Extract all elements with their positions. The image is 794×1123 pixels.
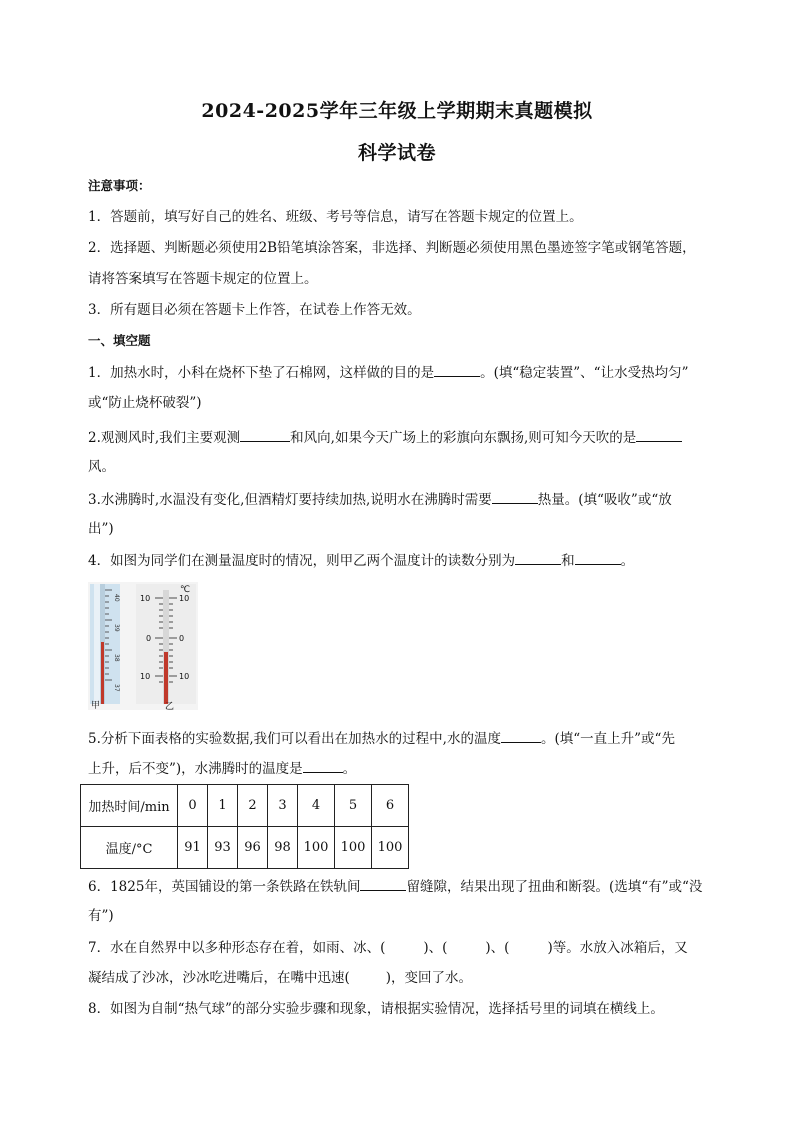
question-text: )等。水放入冰箱后，又 <box>547 940 688 956</box>
table-header-cell: 温度/°C <box>81 827 178 869</box>
yi-tick-label: 10 <box>140 672 151 681</box>
table-cell: 100 <box>335 827 372 869</box>
yi-tick-label: 0 <box>179 634 185 643</box>
table-cell: 5 <box>335 785 372 827</box>
question-text: 7．水在自然界中以多种形态存在着，如雨、冰、( <box>88 940 386 956</box>
jia-tick-label: 37 <box>113 684 120 692</box>
question-text: 1．加热水时，小科在烧杯下垫了石棉网，这样做的目的是 <box>88 365 435 381</box>
jia-liquid-column <box>101 642 104 704</box>
yi-tick-label: 10 <box>140 594 151 603</box>
table-cell: 0 <box>178 785 208 827</box>
question-text: 凝结成了沙冰，沙冰吃进嘴后，在嘴中迅速( <box>88 970 350 986</box>
table-cell: 91 <box>178 827 208 869</box>
question-text: )，变回了水。 <box>385 970 473 986</box>
answer-blank[interactable] <box>240 427 290 442</box>
answer-blank[interactable] <box>434 362 480 377</box>
question-7-cont <box>88 968 472 988</box>
answer-blank[interactable] <box>360 876 406 891</box>
question-8: 8．如图为自制“热气球”的部分实验步骤和现象，请根据实验情况，选择括号里的词填在横线上。 <box>88 1001 664 1017</box>
question-3 <box>88 489 672 510</box>
question-text: 。(填“一直上升”或“先 <box>540 731 675 747</box>
question-5-cont <box>88 758 356 779</box>
question-text: 。 <box>620 553 635 569</box>
question-text: 和 <box>561 553 575 569</box>
question-text: 5.分析下面表格的实验数据,我们可以看出在加热水的过程中,水的温度 <box>88 731 501 747</box>
note-item: 1．答题前，填写好自己的姓名、班级、考号等信息，请写在答题卡规定的位置上。 <box>88 209 583 225</box>
data-table <box>80 784 409 869</box>
yi-label: 乙 <box>165 702 175 710</box>
note-item: 请将答案填写在答题卡规定的位置上。 <box>88 271 318 287</box>
note-item: 2．选择题、判断题必须使用2B铅笔填涂答案，非选择、判断题必须使用黑色墨迹签字笔或钢笔答题， <box>88 240 696 256</box>
jia-tick-label: 39 <box>113 624 120 632</box>
thermometer-yi <box>136 584 196 704</box>
question-text: 3.水沸腾时,水温没有变化,但酒精灯要持续加热,说明水在沸腾时需要 <box>88 492 492 508</box>
question-text: 留缝隙，结果出现了扭曲和断裂。(选填“有”或“没 <box>406 879 703 895</box>
table-cell: 6 <box>372 785 409 827</box>
question-2 <box>88 427 682 448</box>
table-header-cell: 加热时间/min <box>81 785 178 827</box>
table-cell: 93 <box>208 827 238 869</box>
page-title: 2024-2025学年三年级上学期期末真题模拟 <box>201 100 593 122</box>
question-text: )、( <box>485 940 510 956</box>
question-2-cont: 风。 <box>88 459 115 475</box>
yi-unit-label: ℃ <box>180 585 191 595</box>
question-3-cont: 出”) <box>88 521 114 537</box>
question-1-cont: 或“防止烧杯破裂”) <box>88 395 202 411</box>
yi-liquid-column <box>164 652 168 704</box>
answer-blank[interactable] <box>515 550 561 565</box>
question-text: 和风向,如果今天广场上的彩旗向东飘扬,则可知今天吹的是 <box>290 430 637 446</box>
note-item: 3．所有题目必须在答题卡上作答，在试卷上作答无效。 <box>88 302 421 318</box>
question-text: 上升，后不变”)，水沸腾时的温度是 <box>88 761 303 777</box>
table-cell: 1 <box>208 785 238 827</box>
question-6-cont: 有”) <box>88 908 114 924</box>
question-text: 。 <box>342 761 357 777</box>
table-cell: 100 <box>298 827 335 869</box>
answer-blank[interactable] <box>575 550 621 565</box>
answer-blank[interactable] <box>636 427 682 442</box>
yi-tick-label: 10 <box>179 594 190 603</box>
jia-label: 甲 <box>91 701 101 710</box>
table-cell: 98 <box>268 827 298 869</box>
question-4 <box>88 550 634 571</box>
question-text: 热量。(填“吸收”或“放 <box>537 492 672 508</box>
question-text: 4．如图为同学们在测量温度时的情况，则甲乙两个温度计的读数分别为 <box>88 553 516 569</box>
question-6 <box>88 876 702 897</box>
yi-tick-label: 0 <box>146 634 152 643</box>
section-heading: 一、填空题 <box>88 333 151 348</box>
question-text: 6．1825年，英国铺设的第一条铁路在铁轨间 <box>88 879 361 895</box>
question-text: )、( <box>423 940 448 956</box>
question-7 <box>88 938 688 958</box>
table-row <box>81 827 409 869</box>
question-text: 2.观测风时,我们主要观测 <box>88 430 241 446</box>
table-row <box>81 785 409 827</box>
question-1 <box>88 362 688 383</box>
thermometer-figure <box>88 582 198 710</box>
question-5 <box>88 728 675 749</box>
answer-blank[interactable] <box>303 758 343 773</box>
yi-tick-label: 10 <box>179 672 190 681</box>
answer-blank[interactable] <box>492 489 538 504</box>
jia-tick-label: 38 <box>113 654 120 662</box>
jia-tick-label: 40 <box>113 594 120 602</box>
thermometer-jia <box>90 584 120 704</box>
table-cell: 4 <box>298 785 335 827</box>
answer-blank[interactable] <box>501 728 541 743</box>
notes-heading: 注意事项： <box>88 178 151 193</box>
table-cell: 100 <box>372 827 409 869</box>
table-cell: 2 <box>238 785 268 827</box>
table-cell: 3 <box>268 785 298 827</box>
page-subtitle: 科学试卷 <box>357 142 436 164</box>
table-cell: 96 <box>238 827 268 869</box>
question-text: 。(填“稳定装置”、“让水受热均匀” <box>480 365 689 381</box>
